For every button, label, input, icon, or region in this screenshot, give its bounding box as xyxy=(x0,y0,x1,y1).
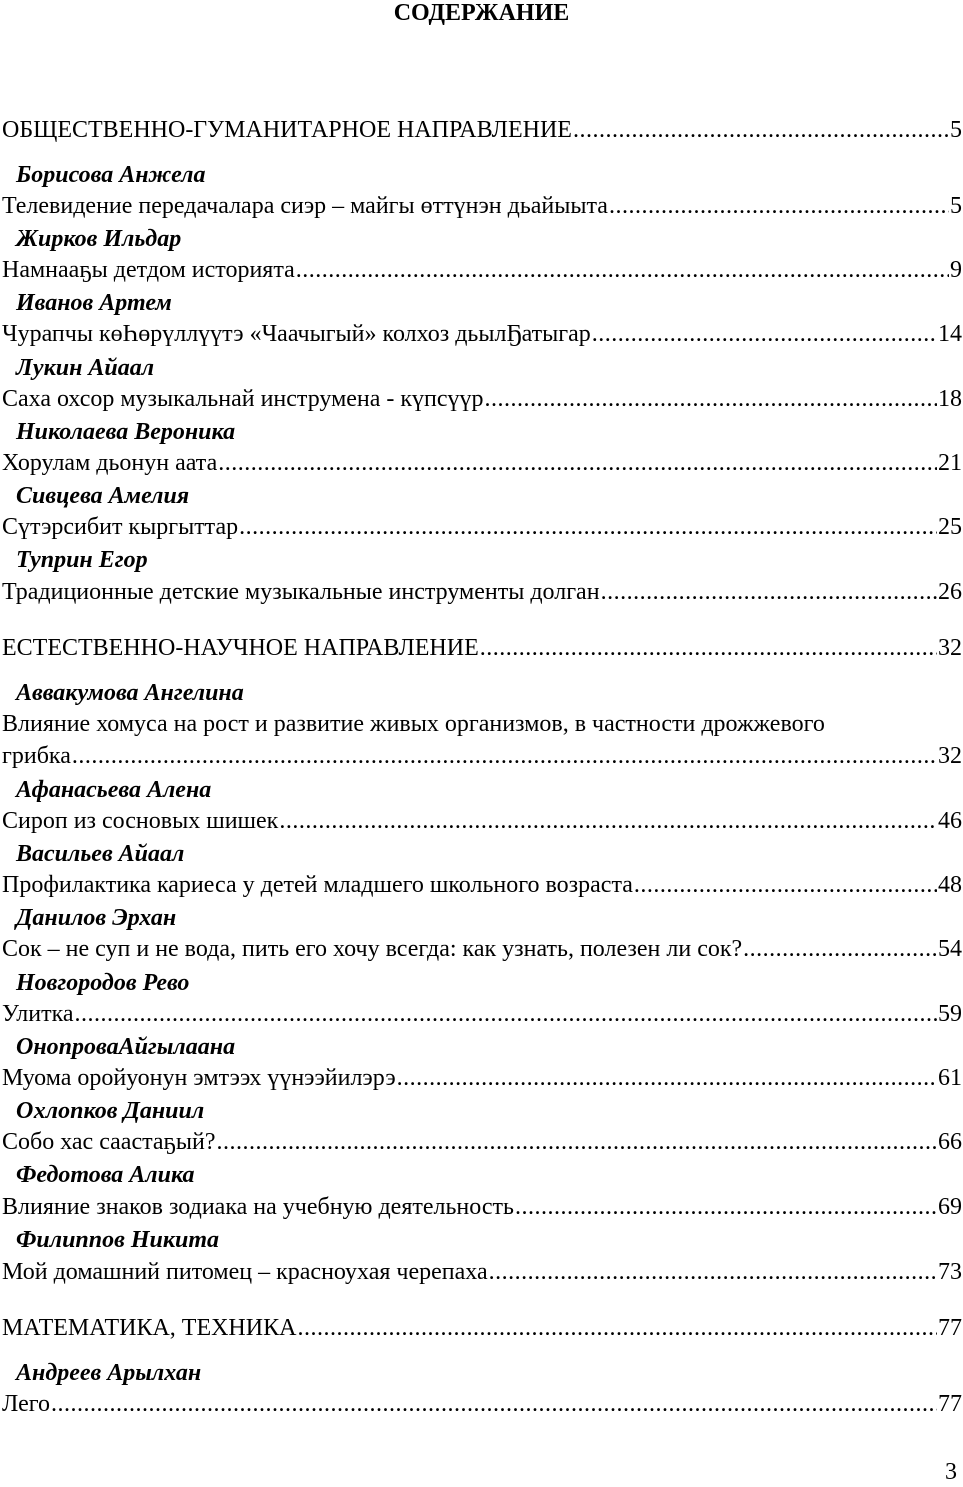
entry-title: грибка xyxy=(2,743,71,769)
author-name: Данилов Эрхан xyxy=(16,905,177,931)
author-name: Аввакумова Ангелина xyxy=(16,680,244,706)
entry-title: Телевидение передачалара сиэр – майгы өттүнэн дьайыыта xyxy=(2,193,608,219)
toc-entry[interactable] xyxy=(2,318,962,350)
page-title: СОДЕРЖАНИЕ xyxy=(393,0,570,26)
page-number: 3 xyxy=(945,1459,957,1485)
section-heading-text: ОБЩЕСТВЕННО-ГУМАНИТАРНОЕ НАПРАВЛЕНИЕ xyxy=(2,117,572,143)
page-ref: 32 xyxy=(938,743,962,769)
page-ref: 59 xyxy=(938,1001,962,1027)
toc-entry[interactable] xyxy=(2,190,962,222)
page-ref: 48 xyxy=(938,872,962,898)
dot-leader xyxy=(75,998,937,1030)
toc-entry[interactable] xyxy=(2,1256,962,1288)
author-name: Васильев Айаал xyxy=(16,841,185,867)
toc-entry[interactable] xyxy=(2,1062,962,1094)
toc-entry[interactable] xyxy=(2,869,962,901)
dot-leader xyxy=(217,1126,937,1158)
toc-entry[interactable] xyxy=(2,1388,962,1420)
section-heading-text: МАТЕМАТИКА, ТЕХНИКА xyxy=(2,1315,297,1341)
author-name: Новгородов Рево xyxy=(16,970,190,996)
dot-leader xyxy=(218,447,937,479)
page-ref: 26 xyxy=(938,579,962,605)
toc-entry[interactable] xyxy=(2,740,962,772)
author-name: Сивцева Амелия xyxy=(16,483,190,509)
page-ref: 5 xyxy=(950,117,962,143)
dot-leader xyxy=(515,1191,937,1223)
author-name: Лукин Айаал xyxy=(16,355,155,381)
page-ref: 25 xyxy=(938,514,962,540)
entry-title: Профилактика кариеса у детей младшего школьного возраста xyxy=(2,872,633,898)
entry-title: Намнааҕы детдом историята xyxy=(2,257,295,283)
entry-title: Сироп из сосновых шишек xyxy=(2,808,279,834)
dot-leader xyxy=(296,254,949,286)
dot-leader xyxy=(397,1062,937,1094)
page-ref: 61 xyxy=(938,1065,962,1091)
toc-entry[interactable] xyxy=(2,998,962,1030)
author-name: Жирков Ильдар xyxy=(16,226,182,252)
page-ref: 18 xyxy=(938,386,962,412)
dot-leader xyxy=(609,190,949,222)
page-ref: 66 xyxy=(938,1129,962,1155)
section-heading-text: ЕСТЕСТВЕННО-НАУЧНОЕ НАПРАВЛЕНИЕ xyxy=(2,635,479,661)
page-ref: 46 xyxy=(938,808,962,834)
dot-leader xyxy=(592,318,937,350)
author-name: ОнопроваАйгылаана xyxy=(16,1034,236,1060)
author-name: Туприн Егор xyxy=(16,547,148,573)
toc-entry[interactable] xyxy=(2,1191,962,1223)
page-ref: 32 xyxy=(938,635,962,661)
dot-leader xyxy=(72,740,937,772)
dot-leader xyxy=(743,933,937,965)
dot-leader xyxy=(485,383,937,415)
page-ref: 14 xyxy=(938,321,962,347)
author-name: Иванов Артем xyxy=(16,290,172,316)
entry-title: Улитка xyxy=(2,1001,74,1027)
page-ref: 77 xyxy=(938,1315,962,1341)
dot-leader xyxy=(601,576,937,608)
toc-entry[interactable] xyxy=(2,576,962,608)
entry-title: Лего xyxy=(2,1391,51,1417)
dot-leader xyxy=(489,1256,937,1288)
section-heading-math-tech[interactable] xyxy=(2,1312,962,1344)
toc-entry[interactable] xyxy=(2,447,962,479)
dot-leader xyxy=(51,1388,937,1420)
toc-entry[interactable] xyxy=(2,511,962,543)
entry-title: Саха охсор музыкальнай инструмена - күпсүүр xyxy=(2,386,484,412)
author-name: Афанасьева Алена xyxy=(16,777,212,803)
author-name: Филиппов Никита xyxy=(16,1227,220,1253)
toc-entry[interactable] xyxy=(2,383,962,415)
author-name: Охлопков Даниил xyxy=(16,1098,205,1124)
entry-title: Влияние знаков зодиака на учебную деятельность xyxy=(2,1194,514,1220)
toc-entry[interactable] xyxy=(2,933,962,965)
toc-entry[interactable] xyxy=(2,1126,962,1158)
author-name: Борисова Анжела xyxy=(16,162,206,188)
entry-title: Сок – не суп и не вода, пить его хочу всегда: как узнать, полезен ли сок? xyxy=(2,936,743,962)
page-ref: 69 xyxy=(938,1194,962,1220)
dot-leader xyxy=(279,805,937,837)
page-ref: 73 xyxy=(938,1259,962,1285)
author-name: Федотова Алика xyxy=(16,1162,195,1188)
toc-entry[interactable] xyxy=(2,254,962,286)
page-ref: 5 xyxy=(950,193,962,219)
entry-title: Традиционные детские музыкальные инструменты долган xyxy=(2,579,600,605)
page-ref: 77 xyxy=(938,1391,962,1417)
entry-title: Хорулам дьонун аата xyxy=(2,450,218,476)
dot-leader xyxy=(297,1312,937,1344)
author-name: Николаева Вероника xyxy=(16,419,236,445)
dot-leader xyxy=(239,511,937,543)
page-ref: 9 xyxy=(950,257,962,283)
section-heading-humanities[interactable] xyxy=(2,114,962,146)
entry-title: Сүтэрсибит кыргыттар xyxy=(2,514,239,540)
entry-title-line: Влияние хомуса на рост и развитие живых организмов, в частности дрожжевого xyxy=(2,711,825,737)
entry-title: Муома оройуонун эмтээх үүнээйилэрэ xyxy=(2,1065,396,1091)
dot-leader xyxy=(634,869,937,901)
entry-title: Мой домашний питомец – красноухая черепаха xyxy=(2,1259,488,1285)
entry-title: Собо хас саастаҕый? xyxy=(2,1129,216,1155)
author-name: Андреев Арылхан xyxy=(16,1360,202,1386)
page-ref: 54 xyxy=(938,936,962,962)
section-heading-natural-science[interactable] xyxy=(2,632,962,664)
toc-entry[interactable] xyxy=(2,805,962,837)
dot-leader xyxy=(480,632,937,664)
page-ref: 21 xyxy=(938,450,962,476)
dot-leader xyxy=(573,114,949,146)
entry-title: Чурапчы көҺөрүллүүтэ «Чаачыгый» колхоз дьылҔатыгар xyxy=(2,321,591,347)
